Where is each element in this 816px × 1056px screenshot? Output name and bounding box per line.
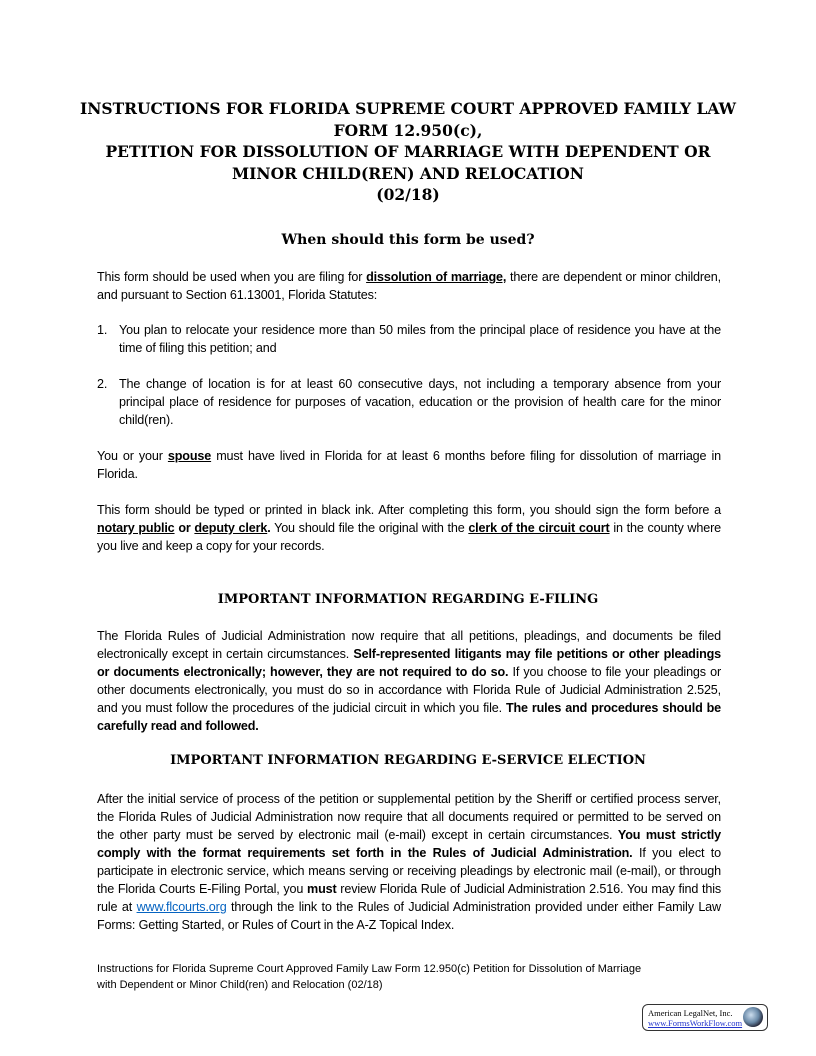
heading-when-used: When should this form be used?: [281, 232, 535, 248]
text-segment: there are dependent or minor children, and pursuant to Section 61.13001, Florida Statutes:: [97, 270, 721, 302]
bold-text: or: [174, 521, 195, 535]
underlined-term: clerk of the circuit court: [468, 521, 610, 535]
logo-company: American LegalNet, Inc.: [648, 1008, 733, 1018]
text-segment: You or your: [97, 449, 168, 463]
title-line: MINOR CHILD(REN) AND RELOCATION: [232, 163, 584, 183]
title-line: FORM 12.950(c),: [333, 120, 483, 140]
globe-icon: [743, 1007, 763, 1027]
bold-text: The rules and procedures should be carefully read and followed.: [97, 701, 721, 733]
text-segment: If you elect to participate in electronic service, which means serving or receiving pleadings by electronic mail (e-mail), or through the Florida Courts E-Filing Portal, you: [97, 846, 721, 896]
footer-line: Instructions for Florida Supreme Court Approved Family Law Form 12.950(c) Petition for Dissolution of Marriage: [97, 963, 642, 975]
title-line: INSTRUCTIONS FOR FLORIDA SUPREME COURT APPROVED FAMILY LAW: [79, 99, 737, 118]
bold-text: must: [307, 882, 337, 896]
american-legalnet-logo[interactable]: [642, 1004, 768, 1031]
link-flcourts[interactable]: www.flcourts.org: [136, 900, 227, 914]
list-text: The change of location is for at least 60 consecutive days, not including a temporary absence from your principal place of residence for purposes of vacation, education or the provision of health care for the minor child(ren).: [119, 377, 721, 427]
underlined-term: spouse: [167, 449, 212, 463]
text-segment: This form should be used when you are filing for: [97, 270, 367, 284]
title-line: (02/18): [376, 185, 440, 204]
heading-efiling: IMPORTANT INFORMATION REGARDING E-FILING: [217, 592, 599, 607]
bold-text: .: [267, 521, 271, 535]
footer-line: with Dependent or Minor Child(ren) and Relocation (02/18): [97, 979, 383, 991]
text-segment: review Florida Rule of Judicial Administration 2.516. You may find this rule at: [97, 882, 722, 914]
paragraph-eservice: [97, 790, 721, 934]
text-segment: If you choose to file your pleadings or other documents electronically, you must do so in accordance with Florida Rule of Judicial Administration 2.525, and you must follow the procedures of the judicial circuit in which you file.: [97, 665, 721, 715]
paragraph-ink: [97, 501, 721, 555]
logo-url[interactable]: www.FormsWorkFlow.com: [648, 1018, 743, 1028]
list-text: You plan to relocate your residence more than 50 miles from the principal place of residence you have at the time of filing this petition; and: [119, 323, 721, 355]
list-item-1: [97, 321, 721, 357]
text-segment: must have lived in Florida for at least 6 months before filing for dissolution of marriage in Florida.: [97, 449, 721, 481]
text-segment: through the link to the Rules of Judicial Administration provided under either Family Law Forms: Getting Started, or Rules of Court in the A-Z Topical Index.: [97, 900, 721, 932]
page-footer: [97, 961, 737, 993]
text-segment: This form should be typed or printed in black ink. After completing this form, you should sign the form before a: [97, 503, 721, 517]
paragraph-spouse: [97, 447, 721, 483]
bold-text: You must strictly comply with the format requirements set forth in the Rules of Judicial Administration.: [97, 828, 722, 860]
paragraph-efiling: [97, 627, 721, 735]
bold-text: Self-represented litigants may file petitions or other pleadings or documents electronically; however, they are not required to do so.: [97, 647, 722, 679]
title-line: PETITION FOR DISSOLUTION OF MARRIAGE WITH DEPENDENT OR: [105, 142, 711, 161]
list-number: 2.: [97, 377, 108, 391]
text-segment: The Florida Rules of Judicial Administration now require that all petitions, pleadings, and documents be filed electronically except in certain circumstances.: [97, 629, 721, 661]
underlined-term: notary public: [97, 521, 175, 535]
underlined-term: deputy clerk: [194, 521, 268, 535]
paragraph-intro: [97, 268, 721, 304]
text-segment: in the county where you live and keep a copy for your records.: [97, 521, 721, 553]
text-segment: You should file the original with the: [270, 521, 469, 535]
list-number: 1.: [97, 323, 108, 337]
heading-eservice: IMPORTANT INFORMATION REGARDING E-SERVICE ELECTION: [170, 753, 646, 768]
text-segment: After the initial service of process of the petition or supplemental petition by the Sheriff or certified process server, the Florida Rules of Judicial Administration now require that all documents required or permitted to be served on the other party must be served by electronic mail (e-mail) except in certain circumstances.: [97, 792, 721, 842]
underlined-term: dissolution of marriage,: [366, 270, 507, 284]
list-item-2: [97, 375, 721, 429]
document-title: [60, 98, 756, 206]
